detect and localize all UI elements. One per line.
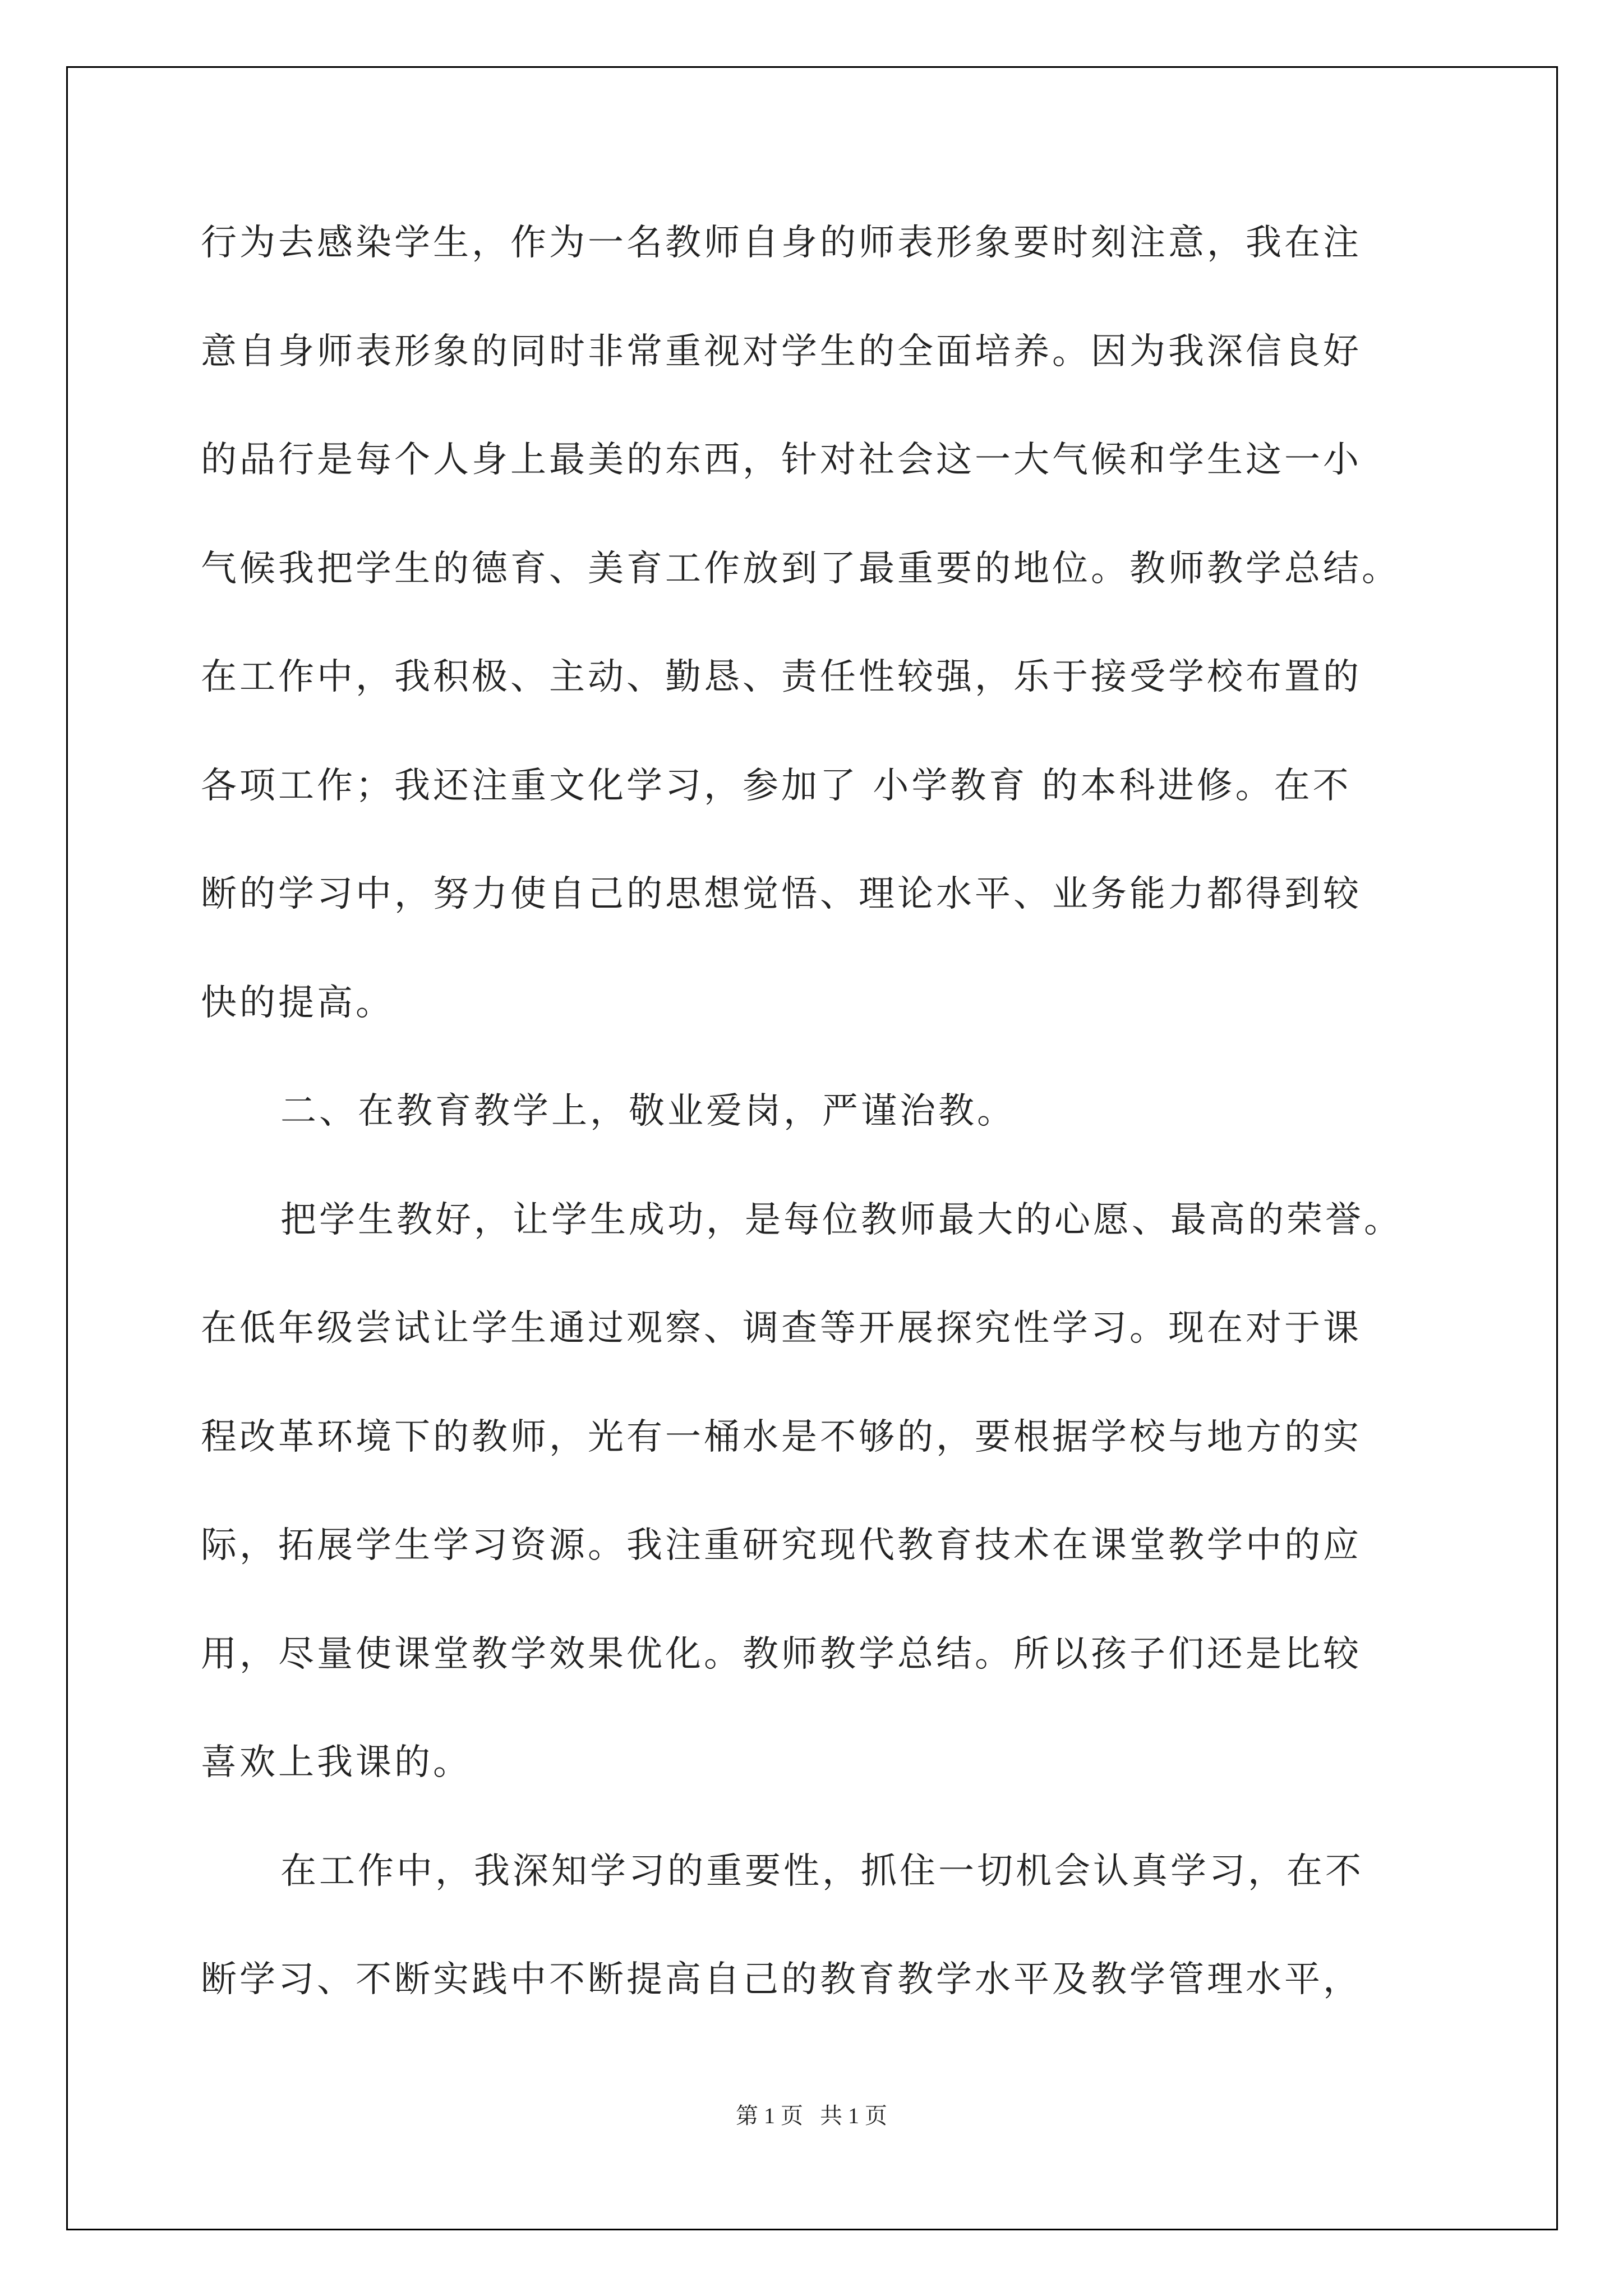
text-line: 各项工作；我还注重文化学习，参加了 小学教育 的本科进修。在不	[201, 765, 1352, 807]
text-line: 气候我把学生的德育、美育工作放到了最重要的地位。教师教学总结。	[201, 547, 1400, 590]
text-line: 快的提高。	[201, 982, 394, 1024]
text-line: 在工作中，我深知学习的重要性，抓住一切机会认真学习，在不	[280, 1850, 1364, 1892]
text-line: 行为去感染学生，作为一名教师自身的师表形象要时刻注意，我在注	[201, 222, 1362, 264]
text-line: 际，拓展学生学习资源。我注重研究现代教育技术在课堂教学中的应	[201, 1525, 1362, 1566]
text-line: 在低年级尝试让学生通过观察、调查等开展探究性学习。现在对于课	[201, 1308, 1362, 1349]
document-body	[201, 212, 1440, 2058]
text-line: 断学习、不断实践中不断提高自己的教育教学水平及教学管理水平，	[201, 1959, 1362, 2000]
text-line: 二、在教育教学上，敬业爱岗，严谨治教。	[280, 1091, 1016, 1132]
text-line: 用，尽量使课堂教学效果优化。教师教学总结。所以孩子们还是比较	[201, 1633, 1362, 1675]
text-line: 断的学习中，努力使自己的思想觉悟、理论水平、业务能力都得到较	[201, 873, 1362, 915]
text-line: 在工作中，我积极、主动、勤恳、责任性较强，乐于接受学校布置的	[201, 656, 1362, 698]
text-line: 喜欢上我课的。	[201, 1742, 472, 1783]
text-line: 程改革环境下的教师，光有一桶水是不够的，要根据学校与地方的实	[201, 1416, 1362, 1458]
text-line: 意自身师表形象的同时非常重视对学生的全面培养。因为我深信良好	[201, 330, 1362, 372]
text-line: 把学生教好，让学生成功，是每位教师最大的心愿、最高的荣誉。	[280, 1199, 1403, 1241]
page-number-footer: 第 1 页 共 1 页	[736, 2103, 887, 2128]
text-line: 的品行是每个人身上最美的东西，针对社会这一大气候和学生这一小	[201, 439, 1362, 481]
